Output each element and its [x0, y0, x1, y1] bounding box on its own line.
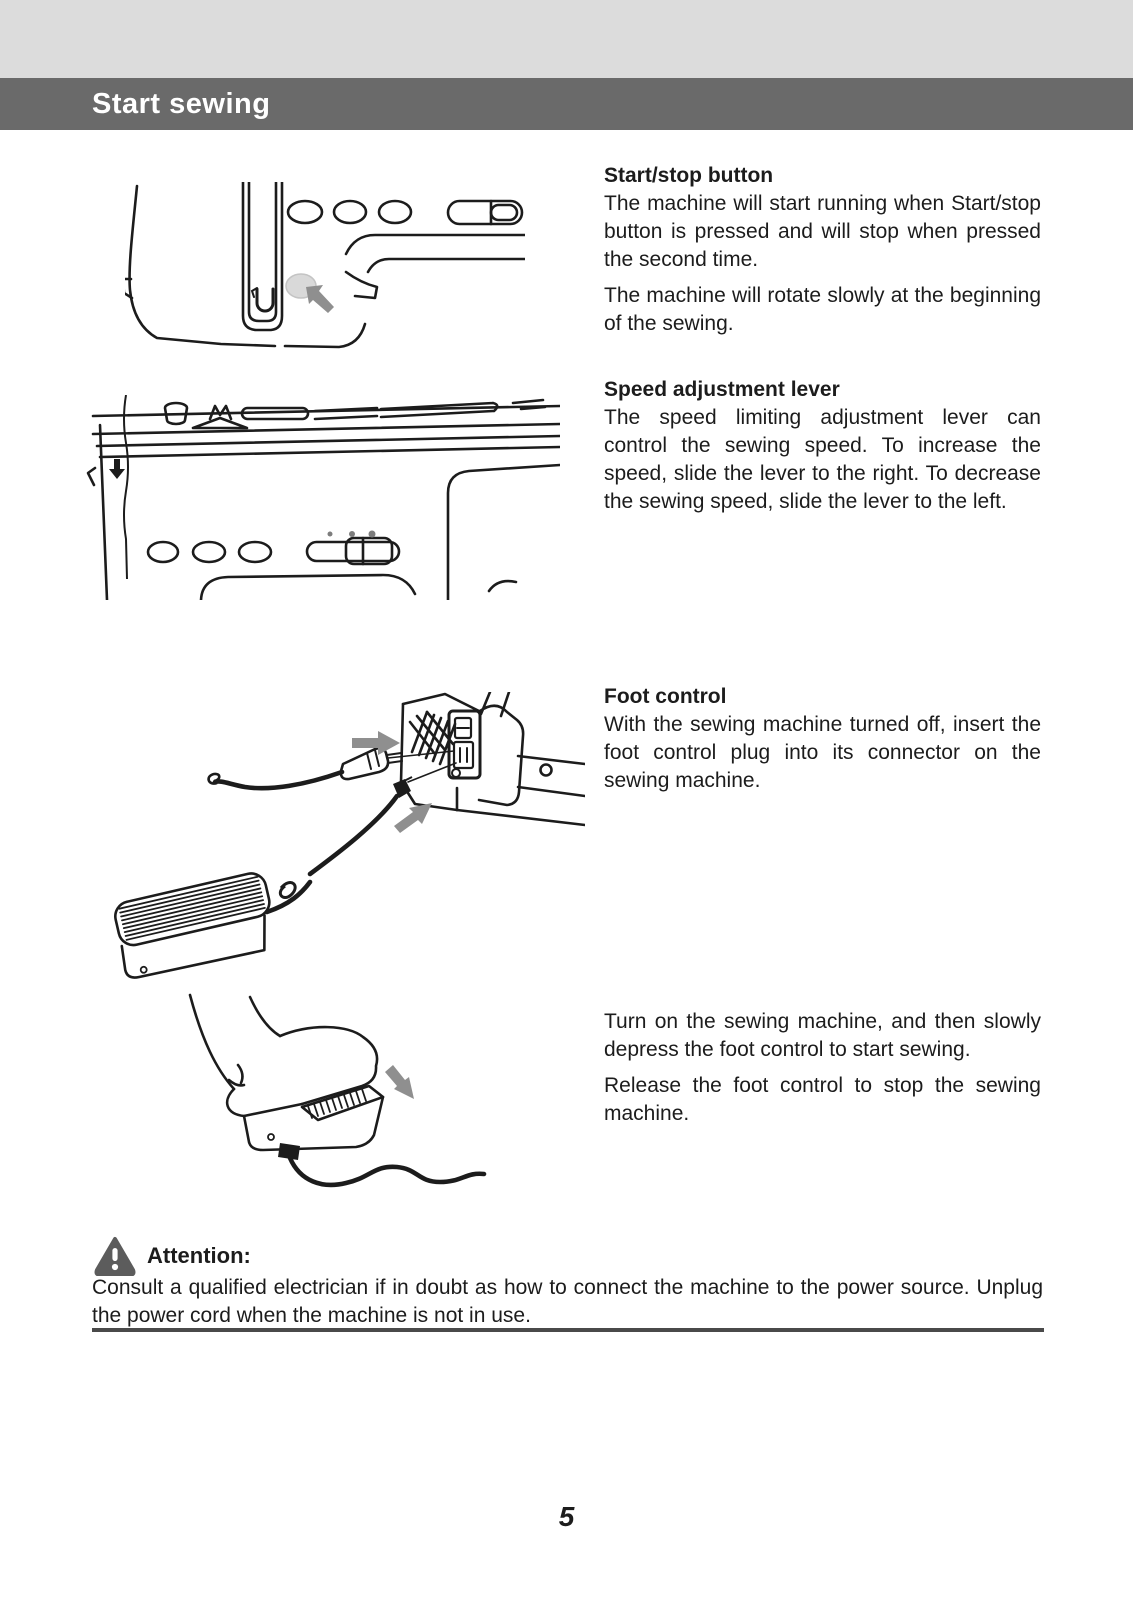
- speed-lever-illustration: [85, 395, 560, 600]
- section-start-stop-button: [604, 162, 1041, 338]
- insert-arrow-icon: [394, 803, 432, 833]
- section-heading: Start/stop button: [604, 164, 774, 187]
- section-speed-adjustment-lever: [604, 376, 1041, 516]
- foot-control-plug-illustration: [105, 692, 585, 982]
- attention-body: Consult a qualified electrician if in doubt as how to connect the machine to the power source. Unplug the power cord when the machine is not in use.: [92, 1276, 1043, 1327]
- foot-control-pedal: [110, 871, 280, 982]
- page-number: 5: [558, 1501, 575, 1532]
- page-title: Start sewing: [92, 88, 271, 120]
- press-arrow-icon: [306, 285, 334, 313]
- press-down-arrow-icon: [385, 1065, 414, 1099]
- section-paragraph: The machine will start running when Start/stop button is pressed and will stop when pressed the second time.: [604, 192, 1041, 271]
- speed-adjustment-lever: [307, 538, 399, 564]
- thread-down-arrow-icon: [109, 459, 125, 479]
- section-heading: Foot control: [604, 685, 727, 708]
- attention-label: Attention:: [147, 1243, 251, 1268]
- warning-icon: [93, 1236, 137, 1276]
- section-paragraph: The speed limiting adjustment lever can control the sewing speed. To increase the speed, slide the lever to the right. To decrease the sewing speed, slide the lever to the left.: [604, 406, 1041, 513]
- start-stop-button-illustration: [125, 182, 525, 352]
- footer-rule: [92, 1328, 1044, 1332]
- section-paragraph: The machine will rotate slowly at the beginning of the sewing.: [604, 284, 1041, 335]
- reverse-stitch-u-icon: [252, 288, 273, 311]
- top-margin-band: [0, 0, 1133, 78]
- section-heading: Speed adjustment lever: [604, 378, 840, 401]
- foot-pressing-pedal-illustration: [150, 985, 550, 1200]
- section-title-bar: [0, 78, 1133, 130]
- speed-dots-icon: [328, 531, 376, 538]
- section-paragraph: Turn on the sewing machine, and then slowly depress the foot control to start sewing.: [604, 1010, 1041, 1061]
- section-paragraph: Release the foot control to stop the sewing machine.: [604, 1074, 1041, 1125]
- section-paragraph: With the sewing machine turned off, insert the foot control plug into its connector on the sewing machine.: [604, 713, 1041, 792]
- section-foot-control: [604, 683, 1041, 795]
- section-foot-control-use: [604, 1008, 1041, 1128]
